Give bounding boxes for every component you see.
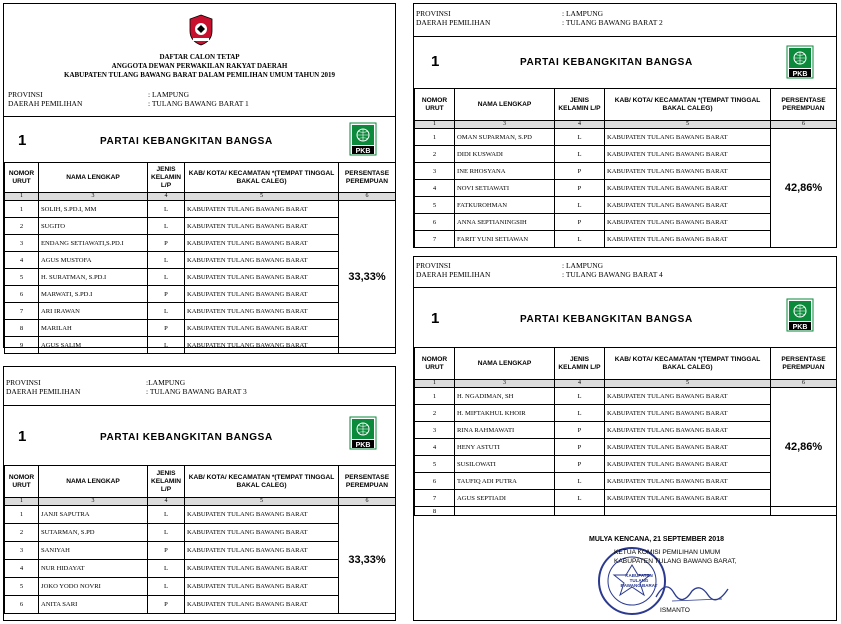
cell-nama: AGUS MUSTOFA	[39, 252, 148, 269]
cell-no: 1	[415, 388, 455, 405]
cell-nama: TAUFIQ ADI PUTRA	[455, 473, 555, 490]
cell-jk: P	[148, 286, 185, 303]
cell-jk: L	[148, 506, 185, 524]
provinsi-label: PROVINSI	[8, 90, 43, 99]
cell-no: 8	[5, 320, 39, 337]
idx-cell: 5	[605, 121, 771, 129]
signer-title: KETUA KOMISI PEMILIHAN UMUM	[614, 549, 721, 556]
cell-nama: RINA RAHMAWATI	[455, 422, 555, 439]
table-row	[5, 506, 396, 524]
table-row	[5, 337, 396, 354]
signer-title-2: KABUPATEN TULANG BAWANG BARAT,	[614, 558, 737, 565]
table-row	[5, 560, 396, 578]
cell-kab: KABUPATEN TULANG BAWANG BARAT	[605, 405, 771, 422]
col-nama: NAMA LENGKAP	[455, 348, 555, 380]
table-row	[5, 286, 396, 303]
cell-nama: SOLIH, S.PD.I, MM	[39, 201, 148, 218]
cell-jk: L	[148, 201, 185, 218]
cell-nama: SUGITO	[39, 218, 148, 235]
idx-cell: 6	[771, 121, 837, 129]
cell-no: 6	[5, 596, 39, 614]
idx-cell: 4	[555, 380, 605, 388]
cell-jk: L	[555, 146, 605, 163]
cell-jk: P	[148, 542, 185, 560]
cell-jk: P	[148, 596, 185, 614]
table-row	[5, 269, 396, 286]
provinsi-label: PROVINSI	[6, 378, 41, 387]
cell-nama: H. MIFTAKHUL KHOIR	[455, 405, 555, 422]
provinsi-label: PROVINSI	[416, 9, 451, 18]
svg-text:PKB: PKB	[355, 148, 371, 155]
cell-no: 1	[415, 129, 455, 146]
cell-no: 5	[415, 456, 455, 473]
empty-cell	[771, 507, 837, 516]
doc-title: DAFTAR CALON TETAP	[159, 53, 240, 61]
cell-no: 7	[415, 231, 455, 248]
cell-no: 2	[415, 405, 455, 422]
party-number: 1	[18, 428, 27, 445]
cell-jk: L	[555, 197, 605, 214]
idx-cell: 1	[415, 380, 455, 388]
provinsi-value: : LAMPUNG	[148, 90, 190, 99]
cell-kab: KABUPATEN TULANG BAWANG BARAT	[605, 180, 771, 197]
party-row	[414, 287, 836, 348]
cell-no: 5	[5, 269, 39, 286]
col-nomor: NOMOR URUT	[415, 89, 455, 121]
table-row	[5, 542, 396, 560]
cell-jk: P	[555, 456, 605, 473]
party-name: PARTAI KEBANGKITAN BANGSA	[100, 136, 273, 147]
col-persen: PERSENTASE PEREMPUAN	[771, 89, 837, 121]
daerah-label: DAERAH PEMILIHAN	[8, 99, 83, 108]
cell-kab: KABUPATEN TULANG BAWANG BARAT	[605, 197, 771, 214]
col-kab: KAB/ KOTA/ KECAMATAN *(TEMPAT TINGGAL BAKAL CALEG)	[605, 348, 771, 380]
cell-no: 3	[5, 542, 39, 560]
cell-jk: L	[148, 269, 185, 286]
signer-name: ISMANTO	[660, 607, 690, 614]
cell-kab: KABUPATEN TULANG BAWANG BARAT	[605, 456, 771, 473]
cell-jk: L	[148, 578, 185, 596]
cell-nama: MARWATI, S.PD.I	[39, 286, 148, 303]
provinsi-value: :LAMPUNG	[146, 378, 186, 387]
table-row	[415, 388, 837, 405]
col-kab: KAB/ KOTA/ KECAMATAN *(TEMPAT TINGGAL BAKAL CALEG)	[185, 466, 339, 498]
daerah-value: : TULANG BAWANG BARAT 3	[146, 387, 247, 396]
cell-nama: H. NGADIMAN, SH	[455, 388, 555, 405]
cell-kab: KABUPATEN TULANG BAWANG BARAT	[605, 388, 771, 405]
table-row	[5, 252, 396, 269]
cell-kab: KABUPATEN TULANG BAWANG BARAT	[185, 269, 339, 286]
cell-jk: P	[555, 180, 605, 197]
table-row	[5, 201, 396, 218]
cell-jk: L	[555, 405, 605, 422]
idx-cell: 6	[771, 380, 837, 388]
cell-no: 8	[415, 507, 455, 516]
panel-dapil-2	[413, 3, 837, 248]
candidate-table	[4, 465, 396, 614]
percent-value: 42,86%	[771, 388, 837, 507]
cell-nama: SUSILOWATI	[455, 456, 555, 473]
cell-nama: ARI IRAWAN	[39, 303, 148, 320]
idx-cell: 6	[339, 498, 396, 506]
daerah-row	[416, 18, 816, 28]
panel-dapil-3	[3, 366, 396, 621]
cell-kab: KABUPATEN TULANG BAWANG BARAT	[185, 201, 339, 218]
pkb-globe-icon	[349, 122, 377, 156]
cell-jk: L	[555, 490, 605, 507]
svg-text:PKB: PKB	[792, 324, 808, 331]
cell-nama: AGUS SEPTIADI	[455, 490, 555, 507]
cell-no: 5	[415, 197, 455, 214]
col-kab: KAB/ KOTA/ KECAMATAN *(TEMPAT TINGGAL BAKAL CALEG)	[605, 89, 771, 121]
cell-kab: KABUPATEN TULANG BAWANG BARAT	[185, 286, 339, 303]
cell-jk: P	[148, 235, 185, 252]
party-name: PARTAI KEBANGKITAN BANGSA	[100, 432, 273, 443]
cell-no: 3	[415, 163, 455, 180]
col-nama: NAMA LENGKAP	[39, 466, 148, 498]
idx-cell: 6	[339, 193, 396, 201]
pkb-globe-icon	[349, 416, 377, 450]
doc-subtitle: ANGGOTA DEWAN PERWAKILAN RAKYAT DAERAH	[111, 62, 288, 70]
col-nama: NAMA LENGKAP	[455, 89, 555, 121]
cell-nama: FARIT YUNI SETIAWAN	[455, 231, 555, 248]
candidate-table	[4, 162, 396, 354]
idx-cell: 3	[39, 193, 148, 201]
cell-jk: L	[555, 388, 605, 405]
table-row	[5, 218, 396, 235]
col-jenis: JENIS KELAMIN L/P	[555, 89, 605, 121]
cell-kab: KABUPATEN TULANG BAWANG BARAT	[185, 596, 339, 614]
cell-no: 9	[5, 337, 39, 354]
party-name: PARTAI KEBANGKITAN BANGSA	[520, 314, 693, 325]
col-nama: NAMA LENGKAP	[39, 163, 148, 193]
cell-no: 7	[415, 490, 455, 507]
percent-value: 33,33%	[339, 201, 396, 354]
daerah-label: DAERAH PEMILIHAN	[6, 387, 81, 396]
signature-scribble-icon	[652, 575, 732, 605]
cell-kab: KABUPATEN TULANG BAWANG BARAT	[185, 235, 339, 252]
col-persen: PERSENTASE PEREMPUAN	[339, 163, 396, 193]
candidate-table	[414, 88, 837, 248]
daerah-label: DAERAH PEMILIHAN	[416, 270, 491, 279]
percent-value: 42,86%	[771, 129, 837, 248]
idx-cell: 4	[148, 498, 185, 506]
table-row	[5, 303, 396, 320]
col-jenis: JENIS KELAMIN L/P	[555, 348, 605, 380]
idx-cell: 4	[555, 121, 605, 129]
idx-cell: 3	[455, 121, 555, 129]
party-name: PARTAI KEBANGKITAN BANGSA	[520, 57, 693, 68]
cell-kab: KABUPATEN TULANG BAWANG BARAT	[605, 490, 771, 507]
daerah-label: DAERAH PEMILIHAN	[416, 18, 491, 27]
idx-cell: 5	[605, 380, 771, 388]
cell-jk	[555, 507, 605, 516]
cell-no: 6	[415, 473, 455, 490]
provinsi-value: : LAMPUNG	[562, 9, 604, 18]
table-row	[5, 320, 396, 337]
party-number: 1	[18, 132, 27, 149]
cell-jk: L	[148, 560, 185, 578]
idx-cell: 1	[415, 121, 455, 129]
daerah-value: : TULANG BAWANG BARAT 1	[148, 99, 249, 108]
kpu-garuda-icon	[188, 14, 214, 46]
party-number: 1	[431, 310, 440, 327]
cell-kab: KABUPATEN TULANG BAWANG BARAT	[185, 524, 339, 542]
stamp-text: KABUPATEN TULANG BAWANG BARAT	[620, 573, 658, 588]
cell-jk: L	[555, 473, 605, 490]
cell-nama: ANITA SARI	[39, 596, 148, 614]
daerah-row	[8, 99, 388, 109]
table-row	[5, 596, 396, 614]
cell-jk: L	[148, 218, 185, 235]
candidate-table	[414, 347, 837, 516]
daerah-value: : TULANG BAWANG BARAT 2	[562, 18, 663, 27]
party-row	[414, 36, 836, 89]
cell-nama: HENY ASTUTI	[455, 439, 555, 456]
cell-no: 1	[5, 506, 39, 524]
cell-kab: KABUPATEN TULANG BAWANG BARAT	[185, 560, 339, 578]
col-kab: KAB/ KOTA/ KECAMATAN *(TEMPAT TINGGAL BAKAL CALEG)	[185, 163, 339, 193]
cell-kab: KABUPATEN TULANG BAWANG BARAT	[605, 163, 771, 180]
doc-subtitle-2: KABUPATEN TULANG BAWANG BARAT DALAM PEMILIHAN UMUM TAHUN 2019	[64, 71, 335, 79]
cell-kab: KABUPATEN TULANG BAWANG BARAT	[185, 506, 339, 524]
cell-jk: P	[555, 163, 605, 180]
cell-no: 4	[415, 180, 455, 197]
idx-cell: 3	[39, 498, 148, 506]
cell-no: 5	[5, 578, 39, 596]
cell-nama: SUTARMAN, S.PD	[39, 524, 148, 542]
daerah-row	[416, 270, 816, 280]
cell-nama: H. SURATMAN, S.PD.I	[39, 269, 148, 286]
cell-no: 2	[415, 146, 455, 163]
cell-kab	[605, 507, 771, 516]
cell-jk: L	[555, 129, 605, 146]
table-row	[5, 524, 396, 542]
table-row	[5, 235, 396, 252]
cell-kab: KABUPATEN TULANG BAWANG BARAT	[185, 542, 339, 560]
col-nomor: NOMOR URUT	[415, 348, 455, 380]
col-persen: PERSENTASE PEREMPUAN	[339, 466, 396, 498]
cell-jk: P	[148, 320, 185, 337]
provinsi-label: PROVINSI	[416, 261, 451, 270]
panel-dapil-1	[3, 3, 396, 348]
cell-nama: NUR HIDAYAT	[39, 560, 148, 578]
col-nomor: NOMOR URUT	[5, 466, 39, 498]
party-number: 1	[431, 53, 440, 70]
party-row	[4, 116, 395, 163]
cell-nama: JANJI SAPUTRA	[39, 506, 148, 524]
cell-nama: JOKO YODO NOVRI	[39, 578, 148, 596]
cell-no: 2	[5, 524, 39, 542]
cell-kab: KABUPATEN TULANG BAWANG BARAT	[605, 231, 771, 248]
cell-jk: P	[555, 439, 605, 456]
cell-kab: KABUPATEN TULANG BAWANG BARAT	[185, 320, 339, 337]
idx-cell: 5	[185, 193, 339, 201]
col-jenis: JENIS KELAMIN L/P	[148, 466, 185, 498]
daerah-value: : TULANG BAWANG BARAT 4	[562, 270, 663, 279]
col-jenis: JENIS KELAMIN L/P	[148, 163, 185, 193]
cell-no: 4	[5, 560, 39, 578]
pkb-globe-icon	[786, 298, 814, 332]
cell-nama	[455, 507, 555, 516]
cell-kab: KABUPATEN TULANG BAWANG BARAT	[185, 578, 339, 596]
cell-kab: KABUPATEN TULANG BAWANG BARAT	[185, 337, 339, 354]
cell-no: 3	[415, 422, 455, 439]
table-row	[415, 507, 837, 516]
provinsi-value: : LAMPUNG	[562, 261, 604, 270]
cell-nama: SANIYAH	[39, 542, 148, 560]
daerah-row	[6, 387, 386, 397]
party-row	[4, 405, 395, 466]
panel-dapil-4	[413, 256, 837, 621]
table-row	[415, 129, 837, 146]
cell-kab: KABUPATEN TULANG BAWANG BARAT	[605, 129, 771, 146]
svg-text:PKB: PKB	[792, 71, 808, 78]
cell-jk: L	[148, 524, 185, 542]
cell-jk: P	[555, 422, 605, 439]
cell-nama: INE RHOSYANA	[455, 163, 555, 180]
cell-kab: KABUPATEN TULANG BAWANG BARAT	[185, 252, 339, 269]
table-row	[5, 578, 396, 596]
cell-kab: KABUPATEN TULANG BAWANG BARAT	[605, 214, 771, 231]
cell-nama: NOVI SETIAWATI	[455, 180, 555, 197]
idx-cell: 1	[5, 193, 39, 201]
idx-cell: 4	[148, 193, 185, 201]
cell-nama: FATKUROHMAN	[455, 197, 555, 214]
cell-no: 2	[5, 218, 39, 235]
cell-nama: AGUS SALIM	[39, 337, 148, 354]
cell-kab: KABUPATEN TULANG BAWANG BARAT	[605, 146, 771, 163]
cell-no: 6	[415, 214, 455, 231]
cell-no: 6	[5, 286, 39, 303]
cell-jk: L	[555, 231, 605, 248]
cell-no: 1	[5, 201, 39, 218]
cell-nama: ANNA SEPTIANINGSIH	[455, 214, 555, 231]
idx-cell: 3	[455, 380, 555, 388]
cell-nama: MARILAH	[39, 320, 148, 337]
cell-no: 7	[5, 303, 39, 320]
pkb-globe-icon	[786, 45, 814, 79]
cell-jk: L	[148, 337, 185, 354]
cell-kab: KABUPATEN TULANG BAWANG BARAT	[605, 422, 771, 439]
col-nomor: NOMOR URUT	[5, 163, 39, 193]
cell-jk: L	[148, 303, 185, 320]
cell-nama: DIDI KUSWADI	[455, 146, 555, 163]
percent-value: 33,33%	[339, 506, 396, 614]
cell-nama: ENDANG SETIAWATI,S.PD.I	[39, 235, 148, 252]
idx-cell: 1	[5, 498, 39, 506]
cell-no: 3	[5, 235, 39, 252]
cell-no: 4	[415, 439, 455, 456]
cell-no: 4	[5, 252, 39, 269]
idx-cell: 5	[185, 498, 339, 506]
place-date: MULYA KENCANA, 21 SEPTEMBER 2018	[589, 536, 724, 543]
cell-kab: KABUPATEN TULANG BAWANG BARAT	[185, 303, 339, 320]
col-persen: PERSENTASE PEREMPUAN	[771, 348, 837, 380]
svg-text:PKB: PKB	[355, 442, 371, 449]
cell-nama: OMAN SUPARMAN, S.PD	[455, 129, 555, 146]
cell-jk: P	[555, 214, 605, 231]
cell-kab: KABUPATEN TULANG BAWANG BARAT	[605, 473, 771, 490]
cell-kab: KABUPATEN TULANG BAWANG BARAT	[185, 218, 339, 235]
cell-kab: KABUPATEN TULANG BAWANG BARAT	[605, 439, 771, 456]
cell-jk: L	[148, 252, 185, 269]
